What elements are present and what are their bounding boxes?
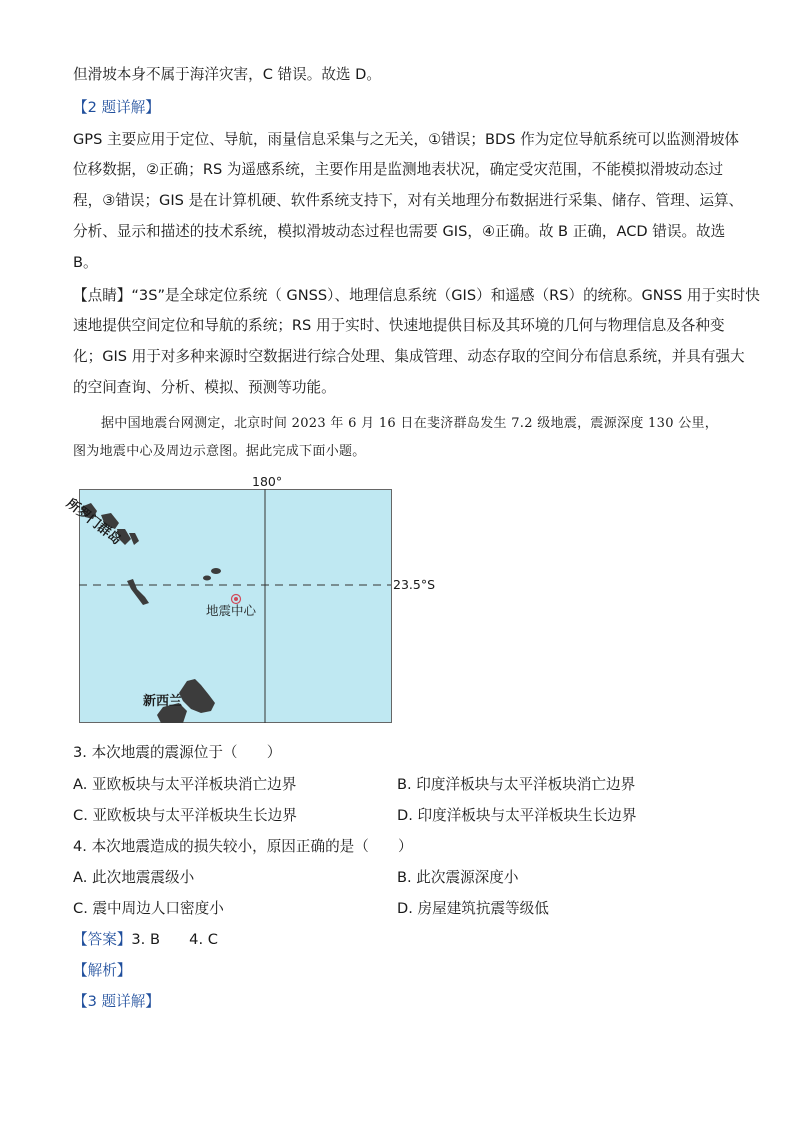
q3-option-c: C. 亚欧板块与太平洋板块生长边界 [73,807,297,824]
q4-option-c: C. 震中周边人口密度小 [73,900,224,917]
section-heading: 【2 题详解】 [73,99,160,116]
question-3-stem: 3. 本次地震的震源位于（ ） [73,744,282,761]
q3-option-d: D. 印度洋板块与太平洋板块生长边界 [397,807,637,824]
tropic-label: 23.5°S [393,577,436,592]
intro-line: 据中国地震台网测定，北京时间 2023 年 6 月 16 日在斐济群岛发生 7.2 级地震，震源深度 130 公里， [101,416,719,431]
tip-line: 【点睛】“3S”是全球定位系统（ GNSS）、地理信息系统（GIS）和遥感（RS）的统称。GNSS 用于实时快 [73,287,760,304]
solomon-label: 所罗门群岛 [63,496,124,548]
text-line: 的空间查询、分析、模拟、预测等功能。 [73,379,336,396]
q3-option-b: B. 印度洋板块与太平洋板块消亡边界 [397,776,636,793]
text-line: 但滑坡本身不属于海洋灾害，C 错误。故选 D。 [73,66,381,83]
q4-option-b: B. 此次震源深度小 [397,869,519,886]
text-line: B。 [73,254,98,271]
text-line: 速地提供空间定位和导航的系统；RS 用于实时、快速地提供目标及其环境的几何与物理信息及各种变 [73,317,725,334]
text-line: 分析、显示和描述的技术系统，模拟滑坡动态过程也需要 GIS，④正确。故 B 正确，ACD 错误。故选 [73,223,726,240]
q3-option-a: A. 亚欧板块与太平洋板块消亡边界 [73,776,297,793]
detail-3-heading: 【3 题详解】 [73,993,160,1010]
text-line: GPS 主要应用于定位、导航，雨量信息采集与之无关，①错误；BDS 作为定位导航系统可以监测滑坡体 [73,131,740,148]
text-line: 化；GIS 用于对多种来源时空数据进行综合处理、集成管理、动态存取的空间分布信息系统，并具有强大 [73,348,745,365]
fiji-island [203,576,211,581]
q4-option-a: A. 此次地震震级小 [73,869,195,886]
text-line: 程，③错误；GIS 是在计算机硬、软件系统支持下，对有关地理分布数据进行采集、储存、管理、运算、 [73,192,744,209]
answer-tag: 【答案】 [73,931,132,948]
analysis-heading: 【解析】 [73,962,132,979]
intro-line: 图为地震中心及周边示意图。据此完成下面小题。 [73,444,366,459]
question-4-stem: 4. 本次地震造成的损失较小，原因正确的是（ ） [73,838,413,855]
new-zealand-label: 新西兰 [143,694,183,709]
epicenter-label: 地震中心 [206,603,257,618]
fiji-island [211,568,221,574]
answer-value: 3. B 4. C [131,931,218,948]
q4-option-d: D. 房屋建筑抗震等级低 [397,900,549,917]
answer-line [73,930,218,950]
meridian-label: 180° [252,474,283,489]
text-line: 位移数据，②正确；RS 为遥感系统，主要作用是监测地表状况，确定受灾范围，不能模拟滑坡动态过 [73,161,724,178]
